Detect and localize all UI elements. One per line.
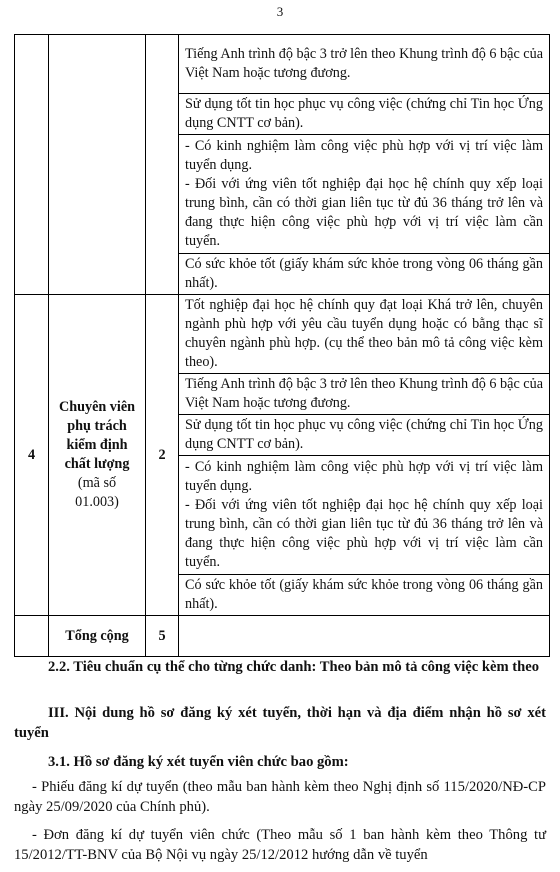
bullet-item-2: - Đơn đăng kí dự tuyển viên chức (Theo mẫu số 1 ban hành kèm theo Thông tư 15/2012/TT-BNV của Bộ Nội vụ ngày 25/12/2012 hướng dẫn về tuyển: [14, 827, 546, 863]
total-row: [15, 616, 550, 657]
table-row: [15, 35, 550, 94]
table-row: [15, 295, 550, 374]
row3-qty-cell: [146, 35, 179, 295]
requirement-cell: Tiếng Anh trình độ bậc 3 trở lên theo Khung trình độ 6 bậc của Việt Nam hoặc tương đương.: [179, 374, 550, 415]
row3-no-cell: [15, 35, 49, 295]
position-code: (mã số 01.003): [75, 475, 119, 510]
row4-title-cell: [49, 295, 146, 616]
total-label: Tổng cộng: [49, 616, 146, 657]
row4-no-cell: 4: [15, 295, 49, 616]
requirement-cell: Tốt nghiệp đại học hệ chính quy đạt loại Khá trở lên, chuyên ngành phù hợp với yêu cầu tuyển dụng hoặc có bằng thạc sĩ chuyên ngành phù hợp. (cụ thể theo bản mô tả công việc kèm theo).: [179, 295, 550, 374]
requirement-line: - Có kinh nghiệm làm công việc phù hợp với vị trí việc làm tuyển dụng.: [185, 459, 543, 494]
page-number: 3: [276, 4, 284, 19]
requirement-cell: Có sức khỏe tốt (giấy khám sức khỏe trong vòng 06 tháng gần nhất).: [179, 575, 550, 616]
section-III-heading: III. Nội dung hồ sơ đăng ký xét tuyển, thời hạn và địa điểm nhận hồ sơ xét tuyển: [14, 705, 546, 741]
requirement-cell: Sử dụng tốt tin học phục vụ công việc (chứng chỉ Tin học Ứng dụng CNTT cơ bản).: [179, 415, 550, 456]
requirement-cell: Tiếng Anh trình độ bậc 3 trở lên theo Khung trình độ 6 bậc của Việt Nam hoặc tương đương.: [179, 35, 550, 94]
row3-title-cell: [49, 35, 146, 295]
total-no-cell: [15, 616, 49, 657]
bullet-item-1: - Phiếu đăng kí dự tuyển (theo mẫu ban hành kèm theo Nghị định số 115/2020/NĐ-CP ngày 25/09/2020 của Chính phủ).: [14, 779, 546, 815]
row4-qty-cell: 2: [146, 295, 179, 616]
total-value: 5: [146, 616, 179, 657]
requirement-line: - Đối với ứng viên tốt nghiệp đại học hệ chính quy xếp loại trung bình, cần có thời gian liên tục từ đủ 36 tháng trở lên và đang thực hiện công việc phù hợp với vị trí việc làm cần tuyển.: [185, 176, 543, 249]
requirement-cell: [179, 456, 550, 575]
recruitment-table: [14, 34, 550, 657]
requirement-cell: Có sức khỏe tốt (giấy khám sức khỏe trong vòng 06 tháng gần nhất).: [179, 254, 550, 295]
requirement-line: - Có kinh nghiệm làm công việc phù hợp với vị trí việc làm tuyển dụng.: [185, 138, 543, 173]
requirement-cell: [179, 135, 550, 254]
total-empty-cell: [179, 616, 550, 657]
section-3-1-heading: 3.1. Hồ sơ đăng ký xét tuyển viên chức bao gồm:: [48, 754, 349, 770]
section-2-2: 2.2. Tiêu chuẩn cụ thể cho từng chức danh: Theo bản mô tả công việc kèm theo: [48, 659, 540, 675]
position-title: Chuyên viên phụ trách kiểm định chất lượng: [58, 399, 136, 472]
requirement-cell: Sử dụng tốt tin học phục vụ công việc (chứng chỉ Tin học Ứng dụng CNTT cơ bản).: [179, 94, 550, 135]
requirement-line: - Đối với ứng viên tốt nghiệp đại học hệ chính quy xếp loại trung bình, cần có thời gian liên tục từ đủ 36 tháng trở lên và đang thực hiện công việc phù hợp với vị trí việc làm cần tuyển.: [185, 497, 543, 570]
